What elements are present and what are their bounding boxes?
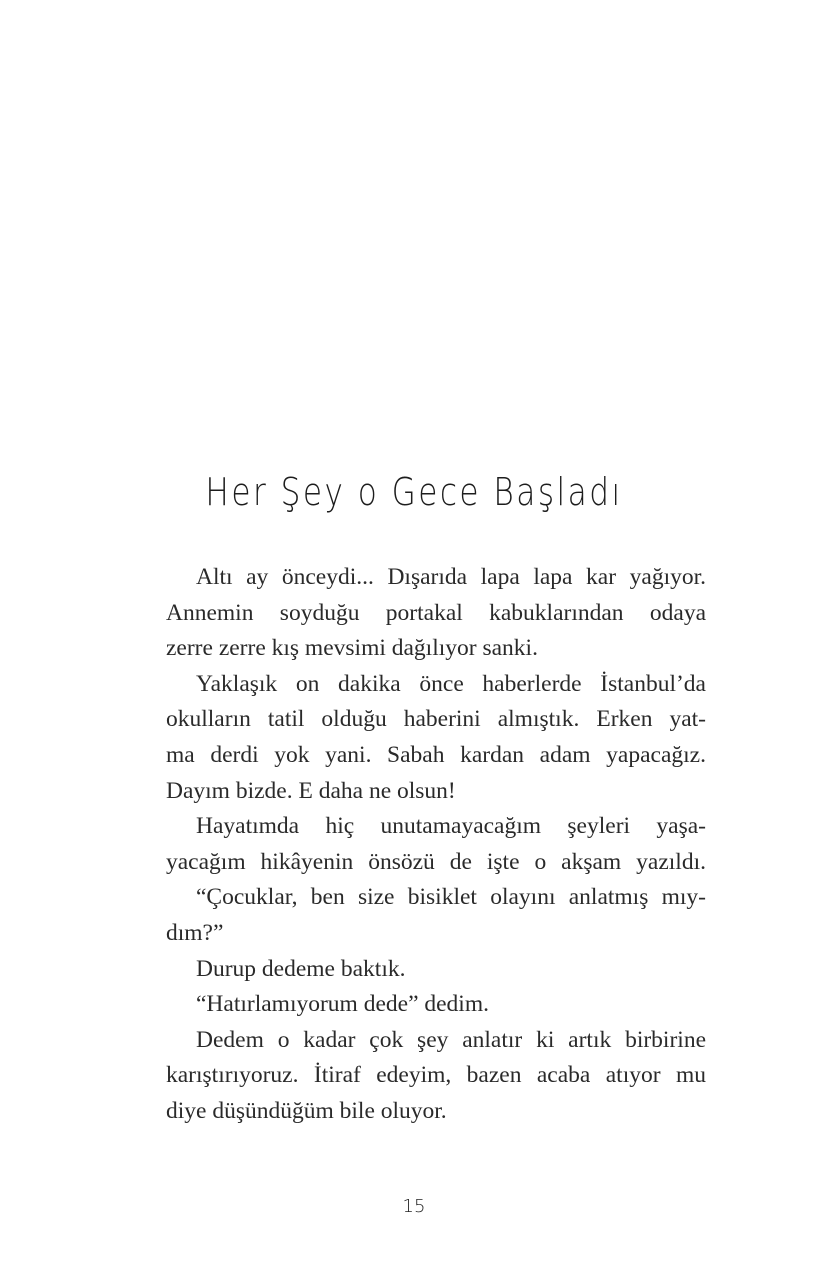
text-line: “Hatırlamıyorum dede” dedim. xyxy=(196,991,489,1018)
text-line: karıştırıyoruz. İtiraf edeyim, bazen acaba atıyor mu xyxy=(166,1062,706,1089)
text-line: diye düşündüğüm bile oluyor. xyxy=(166,1097,447,1124)
text-line: Yaklaşık on dakika önce haberlerde İstanbul’da xyxy=(196,670,706,697)
text-line: ma derdi yok yani. Sabah kardan adam yapacağız. xyxy=(166,741,706,768)
text-line: Dayım bizde. E daha ne olsun! xyxy=(166,777,456,804)
chapter-title: Her Şey o Gece Başladı xyxy=(205,470,623,514)
page-number: 15 xyxy=(402,1196,426,1217)
text-line: Altı ay önceydi... Dışarıda lapa lapa kar yağıyor. xyxy=(196,564,706,590)
text-line: Hayatımda hiç unutamayacağım şeyleri yaşa- xyxy=(196,813,706,840)
body-text xyxy=(166,560,706,1130)
text-line: Durup dedeme baktık. xyxy=(196,955,406,982)
text-line: zerre zerre kış mevsimi dağılıyor sanki. xyxy=(166,635,538,662)
text-line: dım?” xyxy=(166,919,224,946)
text-line: Dedem o kadar çok şey anlatır ki artık birbirine xyxy=(196,1026,706,1053)
text-line: “Çocuklar, ben size bisiklet olayını anlatmış mıy- xyxy=(196,884,706,911)
text-line: Annemin soyduğu portakal kabuklarından odaya xyxy=(166,599,706,626)
text-line: okulların tatil olduğu haberini almıştık. Erken yat- xyxy=(166,706,706,733)
text-line: yacağım hikâyenin önsözü de işte o akşam yazıldı. xyxy=(166,848,706,875)
